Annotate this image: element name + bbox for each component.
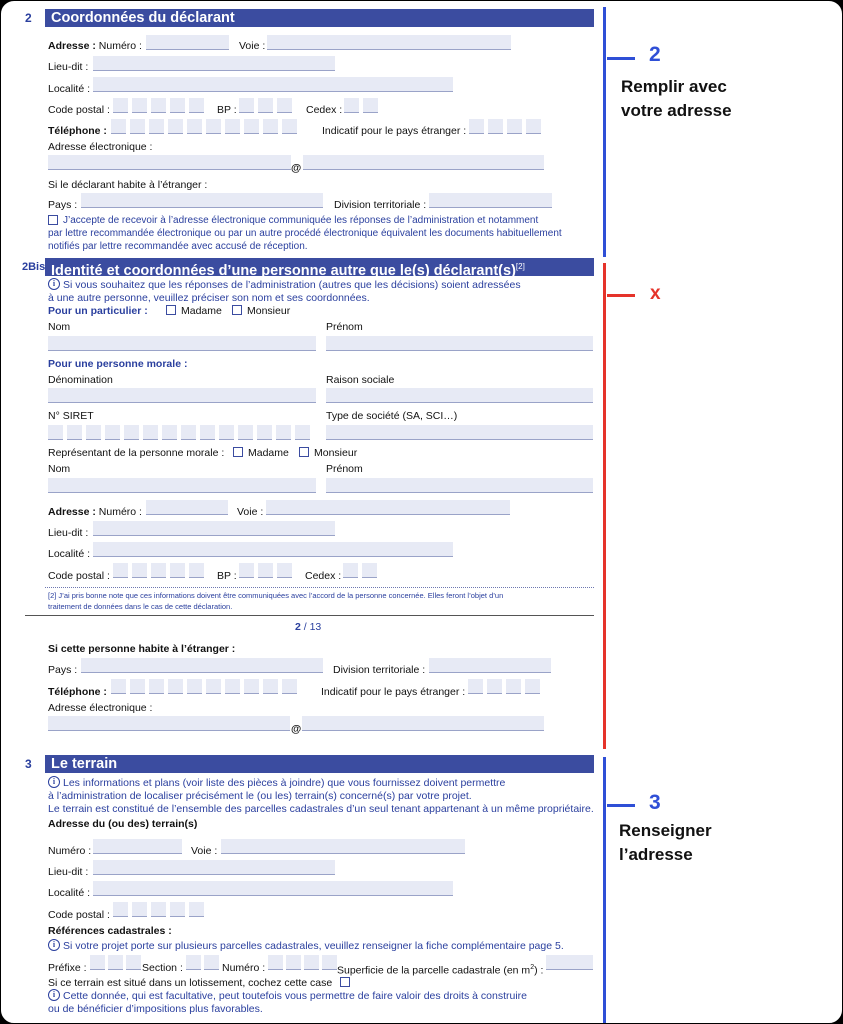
page-total: / 13 bbox=[300, 621, 322, 633]
2bis-email-label: Adresse électronique : bbox=[48, 702, 153, 714]
etranger-label: Si le déclarant habite à l’étranger : bbox=[48, 179, 208, 191]
indicatif-boxes[interactable] bbox=[469, 119, 541, 134]
indicatif-label: Indicatif pour le pays étranger : bbox=[322, 125, 467, 137]
annotation-2-line-2: votre adresse bbox=[621, 101, 732, 120]
superficie-text: Superficie de la parcelle cadastrale (en m bbox=[337, 964, 531, 977]
division-field[interactable] bbox=[429, 193, 552, 208]
accept-line-2: par lettre recommandée électronique ou par un autre procédé électronique équivalent les documents habituellement bbox=[48, 228, 562, 239]
terrain-info-2: à l’administration de localiser précisément le (ou les) terrain(s) concerné(s) par votre projet. bbox=[48, 790, 472, 802]
annotation-x-bar bbox=[603, 263, 606, 749]
rep-madame-label: Madame bbox=[248, 447, 289, 459]
monsieur-checkbox[interactable] bbox=[232, 305, 242, 315]
bp-label: BP : bbox=[217, 104, 237, 116]
representant-label: Représentant de la personne morale : bbox=[48, 447, 225, 459]
2bis-numero-label: Numéro : bbox=[98, 506, 142, 518]
annotation-2-tick bbox=[607, 57, 635, 60]
annotation-3-bar bbox=[603, 757, 606, 1023]
annotation-3-line-2: l’adresse bbox=[619, 845, 693, 864]
terrain-cp-label: Code postal : bbox=[48, 909, 110, 921]
section-3-number: 3 bbox=[25, 757, 32, 771]
refs-info-icon: i bbox=[48, 939, 60, 951]
section-3-header: Le terrain bbox=[45, 755, 594, 773]
2bis-division-field[interactable] bbox=[429, 658, 551, 673]
adresse-terrain-label: Adresse du (ou des) terrain(s) bbox=[48, 818, 198, 830]
terrain-voie-field[interactable] bbox=[221, 839, 465, 854]
section-boxes[interactable] bbox=[186, 955, 219, 970]
2bis-indicatif-boxes[interactable] bbox=[468, 679, 540, 694]
2bis-division-label: Division territoriale : bbox=[333, 664, 426, 676]
2bis-cedex-boxes[interactable] bbox=[343, 563, 377, 578]
section-2bis-header bbox=[45, 258, 594, 279]
email-label: Adresse électronique : bbox=[48, 141, 153, 153]
superficie-label bbox=[337, 962, 543, 977]
2bis-bp-boxes[interactable] bbox=[239, 563, 292, 578]
2bis-info-2: à une autre personne, veuillez préciser son nom et ses coordonnées. bbox=[48, 292, 370, 304]
2bis-cp-boxes[interactable] bbox=[113, 563, 204, 578]
accept-email-checkbox[interactable] bbox=[48, 215, 58, 225]
prefixe-boxes[interactable] bbox=[90, 955, 141, 970]
numero-label: Numéro : bbox=[98, 40, 142, 52]
terrain-info-1: Les informations et plans (voir liste des pièces à joindre) que vous fournissez doivent permettre bbox=[63, 777, 506, 789]
morale-label: Pour une personne morale : bbox=[48, 358, 188, 370]
prenom-field[interactable] bbox=[326, 336, 593, 351]
prenom-label: Prénom bbox=[326, 321, 363, 333]
nom-field[interactable] bbox=[48, 336, 316, 351]
annotation-2-number: 2 bbox=[649, 43, 661, 66]
at-sign: @ bbox=[291, 162, 302, 174]
madame-checkbox[interactable] bbox=[166, 305, 176, 315]
2bis-pays-label: Pays : bbox=[48, 664, 78, 676]
code-postal-boxes[interactable] bbox=[113, 98, 204, 113]
accept-line-1: J’accepte de recevoir à l’adresse électronique communiquée les réponses de l’administration et notamment bbox=[63, 215, 539, 226]
type-societe-label: Type de société (SA, SCI…) bbox=[326, 410, 458, 422]
info-icon: i bbox=[48, 278, 60, 290]
prefixe-label: Préfixe : bbox=[48, 962, 87, 974]
2bis-etranger-label: Si cette personne habite à l’étranger : bbox=[48, 643, 236, 655]
annotation-3-tick bbox=[607, 804, 635, 807]
annotation-2-line-1: Remplir avec bbox=[621, 77, 727, 96]
terrain-lieudit-label: Lieu-dit : bbox=[48, 866, 89, 878]
raison-sociale-field[interactable] bbox=[326, 388, 593, 403]
terrain-numero-field[interactable] bbox=[93, 839, 182, 854]
page-break-line bbox=[25, 615, 594, 616]
page-number bbox=[295, 621, 321, 633]
2bis-email-user-field[interactable] bbox=[48, 716, 290, 731]
localite-field[interactable] bbox=[93, 77, 453, 92]
footnote-line-1: [2] J’ai pris bonne note que ces informations doivent être communiquées avec l’accord de la personne concernée. Elles feront l’objet d’un bbox=[48, 591, 504, 600]
parcelle-numero-boxes[interactable] bbox=[268, 955, 337, 970]
section-label: Section : bbox=[142, 962, 183, 974]
lieudit-field[interactable] bbox=[93, 56, 335, 71]
voie-label: Voie : bbox=[239, 40, 266, 52]
section-2-number: 2 bbox=[25, 11, 32, 25]
facult-line-2: ou de bénéficier d’impositions plus favorables. bbox=[48, 1003, 263, 1015]
page-current: 2 bbox=[295, 621, 301, 633]
madame-label: Madame bbox=[181, 305, 222, 317]
superficie-exponent: 2 bbox=[530, 964, 535, 971]
annotation-3-line-1: Renseigner bbox=[619, 821, 712, 840]
2bis-adresse-label: Adresse : bbox=[48, 506, 96, 518]
rep-prenom-field[interactable] bbox=[326, 478, 593, 493]
2bis-lieudit-field[interactable] bbox=[93, 521, 335, 536]
annotation-x-tick bbox=[607, 294, 635, 297]
2bis-cp-label: Code postal : bbox=[48, 570, 110, 582]
denomination-field[interactable] bbox=[48, 388, 316, 403]
facult-info-icon: i bbox=[48, 989, 60, 1001]
lotissement-label: Si ce terrain est situé dans un lotissement, cochez cette case bbox=[48, 977, 333, 989]
code-postal-label: Code postal : bbox=[48, 104, 110, 116]
voie-field[interactable] bbox=[267, 35, 511, 50]
2bis-tel-boxes[interactable] bbox=[111, 679, 297, 694]
2bis-numero-field[interactable] bbox=[146, 500, 228, 515]
refs-info-text: Si votre projet porte sur plusieurs parcelles cadastrales, veuillez renseigner la fiche complémentaire page 5. bbox=[63, 940, 564, 952]
localite-label: Localité : bbox=[48, 83, 91, 95]
accept-line-3: notifiés par lettre recommandée avec accusé de réception. bbox=[48, 241, 308, 252]
footnote-line-2: traitement de données dans le cas de cette déclaration. bbox=[48, 602, 233, 611]
rep-madame-checkbox[interactable] bbox=[233, 447, 243, 457]
rep-nom-label: Nom bbox=[48, 463, 71, 475]
terrain-info-3: Le terrain est constitué de l’ensemble des parcelles cadastrales d’un seul tenant appartenant à un même propriétaire. bbox=[48, 803, 594, 815]
telephone-boxes[interactable] bbox=[111, 119, 297, 134]
terrain-lieudit-field[interactable] bbox=[93, 860, 335, 875]
adresse-label: Adresse : bbox=[48, 40, 96, 52]
adresse-row-label bbox=[48, 40, 142, 52]
annotation-2-bar bbox=[603, 7, 606, 257]
2bis-localite-label: Localité : bbox=[48, 548, 91, 560]
pays-field[interactable] bbox=[81, 193, 323, 208]
pays-label: Pays : bbox=[48, 199, 78, 211]
siret-label: N° SIRET bbox=[48, 410, 94, 422]
type-societe-field[interactable] bbox=[326, 425, 593, 440]
telephone-label: Téléphone : bbox=[48, 125, 107, 137]
2bis-lieudit-label: Lieu-dit : bbox=[48, 527, 89, 539]
nom-label: Nom bbox=[48, 321, 71, 333]
facult-line-1: Cette donnée, qui est facultative, peut toutefois vous permettre de faire valoir des droits à construire bbox=[63, 990, 528, 1002]
numero-field[interactable] bbox=[146, 35, 229, 50]
rep-monsieur-label: Monsieur bbox=[314, 447, 358, 459]
parcelle-numero-label: Numéro : bbox=[222, 962, 266, 974]
monsieur-label: Monsieur bbox=[247, 305, 291, 317]
2bis-at-sign: @ bbox=[291, 723, 302, 735]
annotation-3-number: 3 bbox=[649, 791, 661, 814]
2bis-voie-field[interactable] bbox=[266, 500, 510, 515]
terrain-voie-label: Voie : bbox=[191, 845, 218, 857]
email-domain-field[interactable] bbox=[303, 155, 544, 170]
lieudit-label: Lieu-dit : bbox=[48, 61, 89, 73]
footnote-divider bbox=[45, 587, 594, 588]
lotissement-checkbox[interactable] bbox=[340, 977, 350, 987]
raison-sociale-label: Raison sociale bbox=[326, 374, 395, 386]
2bis-pays-field[interactable] bbox=[81, 658, 323, 673]
2bis-bp-label: BP : bbox=[217, 570, 237, 582]
division-label: Division territoriale : bbox=[334, 199, 427, 211]
superficie-field[interactable] bbox=[546, 955, 593, 970]
rep-monsieur-checkbox[interactable] bbox=[299, 447, 309, 457]
terrain-info-icon: i bbox=[48, 776, 60, 788]
section-2bis-number: 2Bis bbox=[22, 261, 46, 273]
2bis-indicatif-label: Indicatif pour le pays étranger : bbox=[321, 686, 466, 698]
terrain-localite-field[interactable] bbox=[93, 881, 453, 896]
2bis-adresse-row bbox=[48, 506, 142, 518]
bp-boxes[interactable] bbox=[239, 98, 292, 113]
2bis-cedex-label: Cedex : bbox=[305, 570, 342, 582]
particulier-label: Pour un particulier : bbox=[48, 305, 148, 317]
siret-boxes[interactable] bbox=[48, 425, 310, 440]
2bis-localite-field[interactable] bbox=[93, 542, 453, 557]
footnote-ref: [2] bbox=[515, 262, 525, 271]
annotation-x-mark: x bbox=[650, 283, 661, 304]
2bis-tel-label: Téléphone : bbox=[48, 686, 107, 698]
section-2-header: Coordonnées du déclarant bbox=[45, 9, 594, 27]
references-label: Références cadastrales : bbox=[48, 925, 172, 937]
terrain-localite-label: Localité : bbox=[48, 887, 91, 899]
section-2bis-title: Identité et coordonnées d’une personne autre que le(s) déclarant(s) bbox=[51, 262, 516, 279]
rep-prenom-label: Prénom bbox=[326, 463, 363, 475]
cedex-label: Cedex : bbox=[306, 104, 343, 116]
terrain-numero-label: Numéro : bbox=[48, 845, 92, 857]
superficie-suffix: ) : bbox=[534, 964, 544, 977]
terrain-cp-boxes[interactable] bbox=[113, 902, 204, 917]
2bis-email-domain-field[interactable] bbox=[302, 716, 544, 731]
2bis-info-1: Si vous souhaitez que les réponses de l’administration (autres que les décisions) soient adressées bbox=[63, 279, 521, 291]
rep-nom-field[interactable] bbox=[48, 478, 316, 493]
email-user-field[interactable] bbox=[48, 155, 291, 170]
denomination-label: Dénomination bbox=[48, 374, 113, 386]
2bis-voie-label: Voie : bbox=[237, 506, 264, 518]
cedex-boxes[interactable] bbox=[344, 98, 378, 113]
